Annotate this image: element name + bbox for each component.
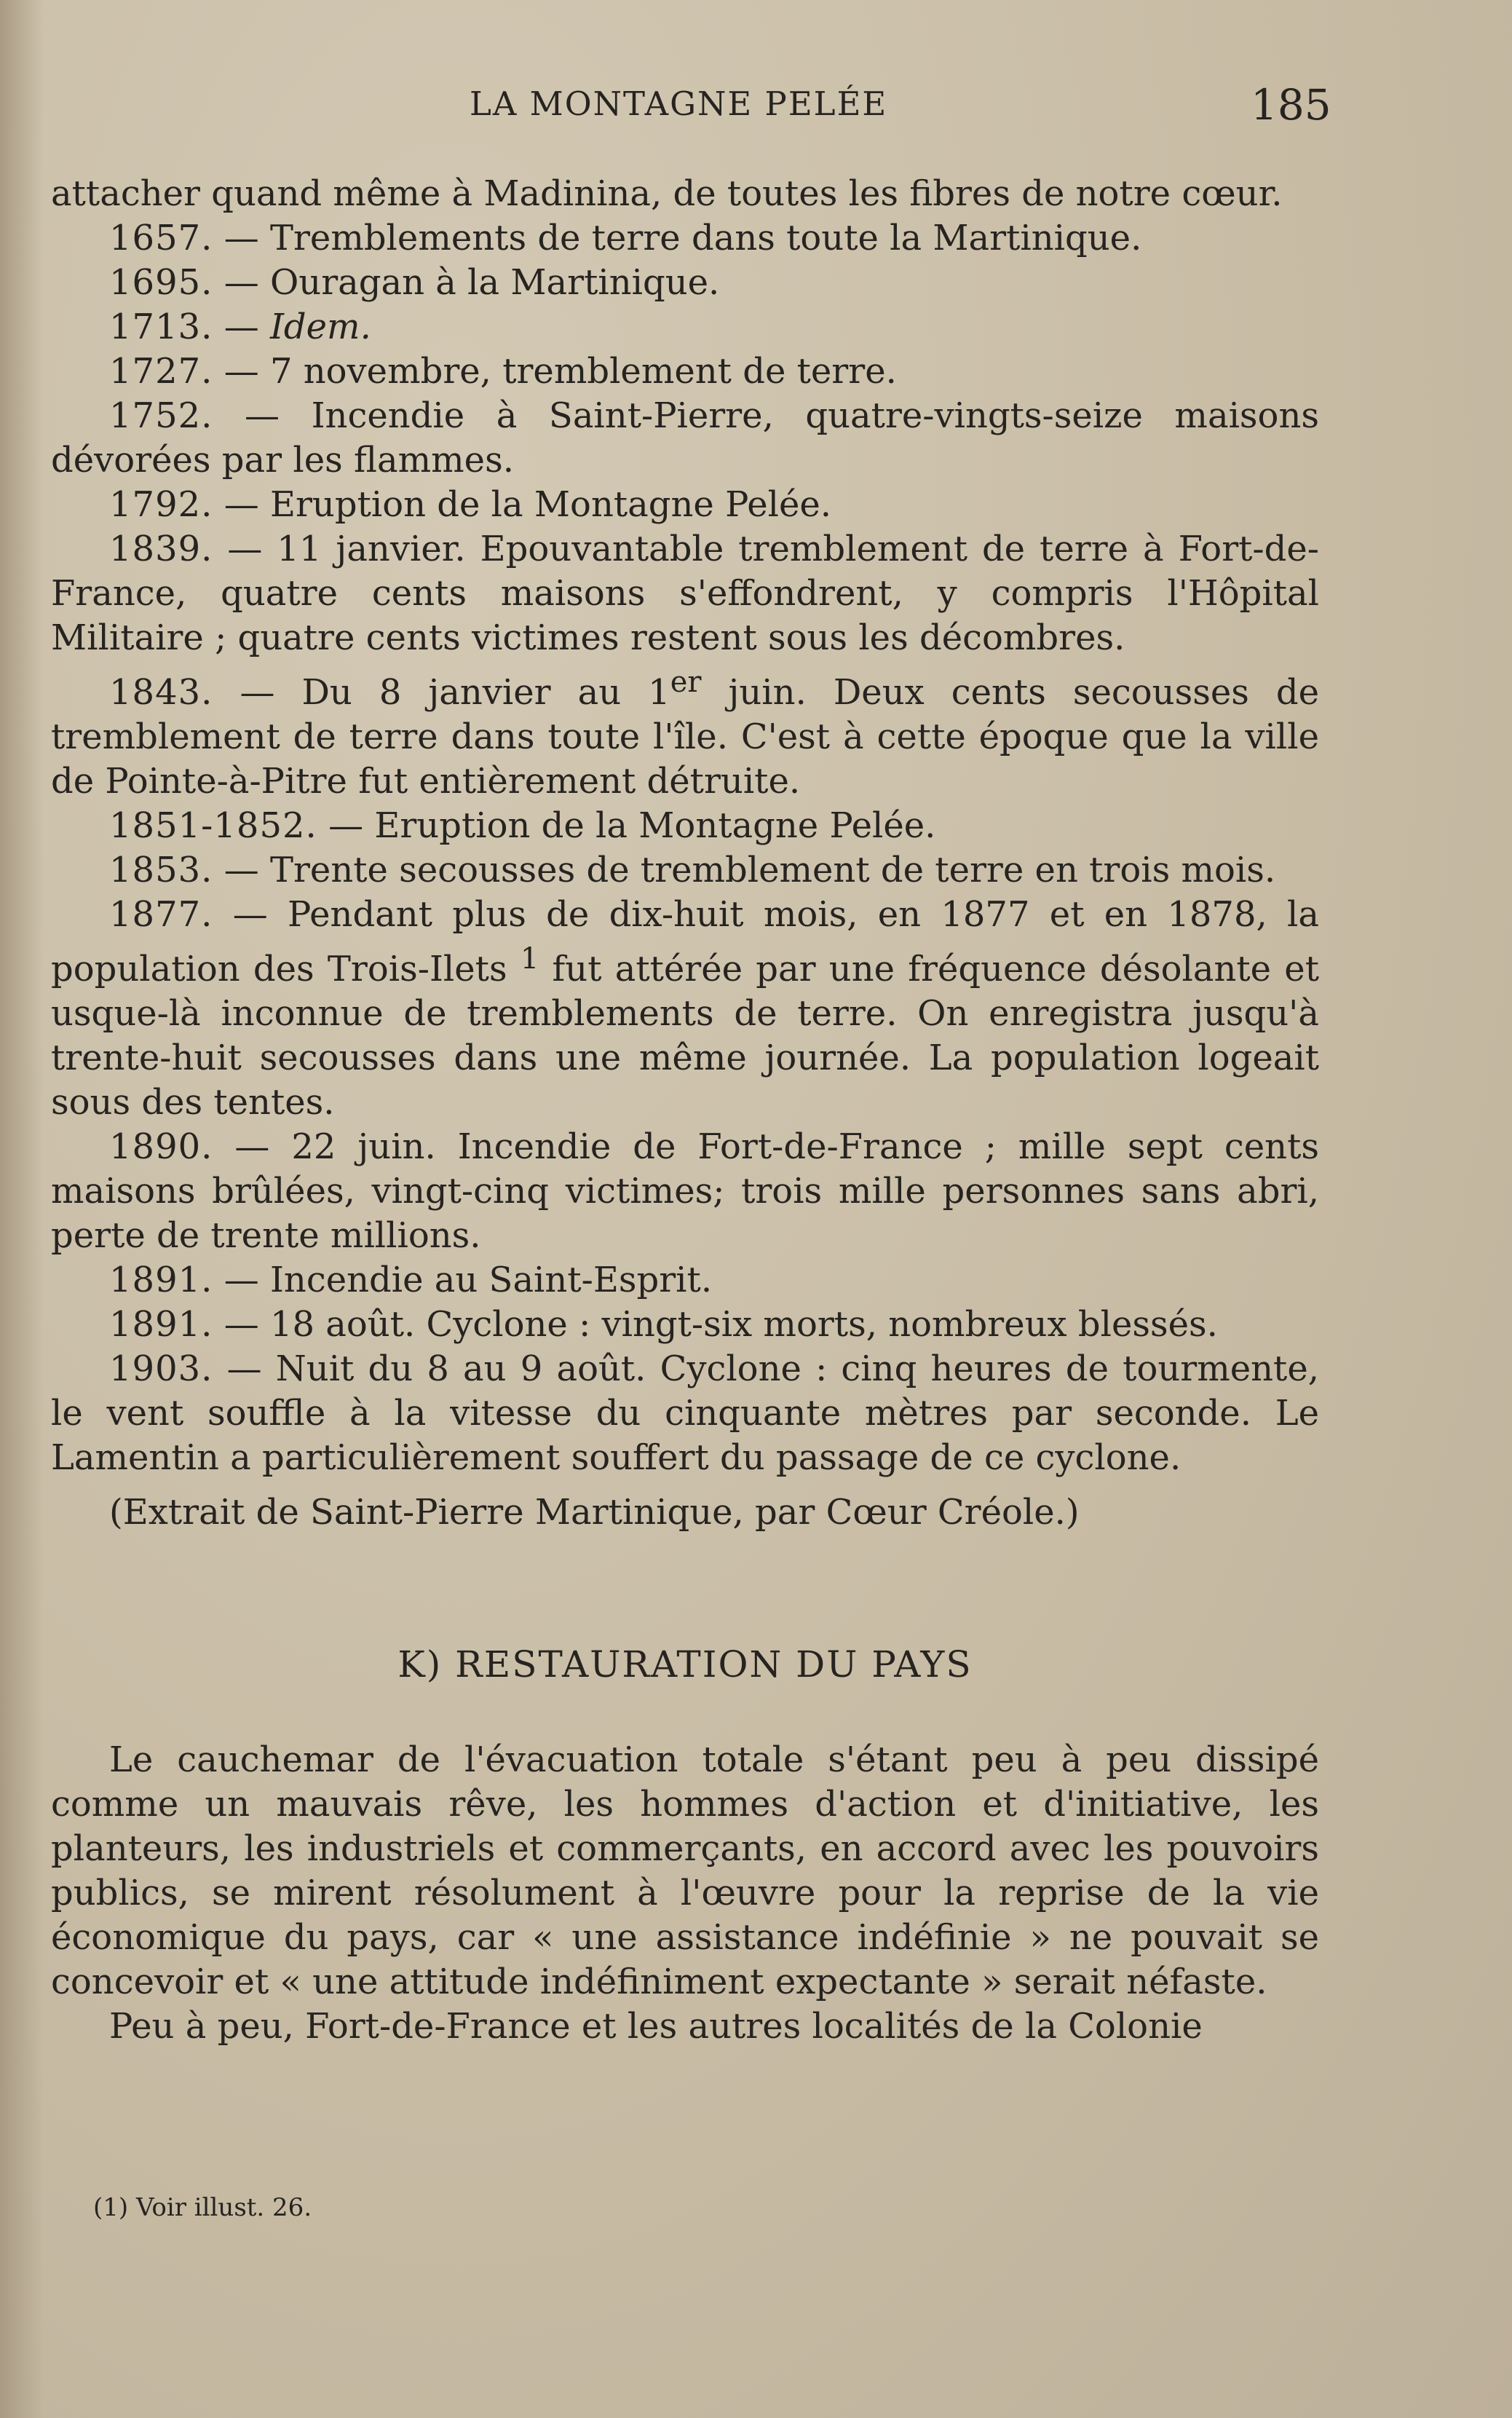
entry-text: — 22 juin. Incendie de Fort-de-France ; mille sept cents maisons brûlées, vingt-cinq victimes; trois mille personnes sans abri, perte de trente millions. <box>51 1126 1319 1256</box>
entry-text: — Du 8 janvier au 1 <box>240 672 670 713</box>
body-paragraph: Le cauchemar de l'évacuation totale s'étant peu à peu dissipé comme un mauvais rêve, les hommes d'action et d'initiative, les planteurs, les industriels et commerçants, en accord avec les pouvoirs publics, se mirent résolument à l'œuvre pour la reprise de la vie économique du pays, car « une assistance indéfinie » ne pouvait se concevoir et « une attitude indéfiniment expectante » serait néfaste. <box>51 1739 1319 2002</box>
chronology-entry-1891-b <box>51 1303 1319 1347</box>
entry-text-continued: fut attérée par une fréquence désolante et usque-là inconnue de tremblements de terre. On enregistra jusqu'à trente-huit secousses dans une même journée. La population logeait sous des tentes. <box>51 949 1320 1123</box>
entry-text: — Ouragan à la Martinique. <box>223 262 720 303</box>
entry-text: — 11 janvier. Epouvantable tremblement de terre à Fort-de-France, quatre cents maisons s'effondrent, y compris l'Hôpital Militaire ; quatre cents victimes restent sous les décombres. <box>51 529 1319 658</box>
entry-text: — Eruption de la Montagne Pelée. <box>223 484 832 525</box>
chronology-entry-1839 <box>51 527 1319 660</box>
ordinal-superscript: er <box>670 665 702 699</box>
entry-text: — Tremblements de terre dans toute la Martinique. <box>223 218 1142 258</box>
chronology-entry-1727 <box>51 349 1319 394</box>
chronology-entry-1792 <box>51 483 1319 527</box>
entry-text: — 7 novembre, tremblement de terre. <box>223 351 897 392</box>
main-text <box>51 172 1319 2049</box>
chronology-entry-1903 <box>51 1347 1319 1480</box>
chronology-entry-1891-a <box>51 1258 1319 1303</box>
chronology-entry-1695 <box>51 261 1319 305</box>
entry-year: 1890. <box>109 1126 213 1167</box>
opening-paragraph: attacher quand même à Madinina, de toutes les fibres de notre cœur. <box>51 173 1283 214</box>
chronology-entry-1713 <box>51 305 1319 349</box>
footnote: (1) Voir illust. 26. <box>93 2193 312 2222</box>
chronology-entry-1877 <box>51 893 1319 1125</box>
entry-year: 1843. <box>109 672 213 713</box>
entry-year: 1853. <box>109 850 213 890</box>
source-citation: (Extrait de Saint-Pierre Martinique, par Cœur Créole.) <box>109 1492 1080 1533</box>
entry-text: — 18 août. Cyclone : vingt-six morts, nombreux blessés. <box>223 1304 1218 1345</box>
entry-year: 1657. <box>109 218 213 258</box>
body-paragraph: Peu à peu, Fort-de-France et les autres localités de la Colonie <box>109 2006 1203 2047</box>
entry-year: 1695. <box>109 262 213 303</box>
chronology-entry-1851 <box>51 804 1319 848</box>
page-number: 185 <box>1251 80 1331 130</box>
entry-year: 1839. <box>109 529 213 569</box>
entry-text: — Pendant plus de dix-huit mois, en 1877 et en 1878, la population des Trois-Ilets <box>51 894 1319 989</box>
entry-year: 1877. <box>109 894 213 935</box>
running-title: LA MONTAGNE PELÉE <box>470 84 888 123</box>
entry-text-continued: juin. Deux cents secousses de tremblement de terre dans toute l'île. C'est à cette époque que la ville de Pointe-à-Pitre fut entièrement détruite. <box>51 672 1320 802</box>
footnote-marker: 1 <box>520 942 539 976</box>
entry-year: 1792. <box>109 484 213 525</box>
entry-year: 1851-1852. <box>109 805 317 846</box>
entry-year: 1727. <box>109 351 213 392</box>
chronology-entry-1853 <box>51 848 1319 893</box>
entry-year: 1752. <box>109 395 213 436</box>
section-heading: K) RESTAURATION DU PAYS <box>397 1643 973 1686</box>
entry-text: — Trente secousses de tremblement de terre en trois mois. <box>223 850 1276 890</box>
entry-year: 1891. <box>109 1304 213 1345</box>
chronology-entry-1890 <box>51 1125 1319 1258</box>
entry-dash: — <box>223 307 259 347</box>
page-edge-shadow <box>0 0 44 2418</box>
entry-text: — Nuit du 8 au 9 août. Cyclone : cinq heures de tourmente, le vent souffle à la vitesse du cinquante mètres par seconde. Le Lamentin a particulièrement souffert du passage de ce cyclone. <box>51 1348 1320 1478</box>
entry-year: 1713. <box>109 307 213 347</box>
chronology-entry-1843 <box>51 660 1319 804</box>
entry-text: — Eruption de la Montagne Pelée. <box>328 805 936 846</box>
running-header <box>0 80 1512 131</box>
chronology-entry-1752 <box>51 394 1319 483</box>
chronology-entry-1657 <box>51 216 1319 261</box>
entry-year: 1903. <box>109 1348 213 1389</box>
entry-text: — Incendie à Saint-Pierre, quatre-vingts-seize maisons dévorées par les flammes. <box>51 395 1319 481</box>
entry-idem: Idem. <box>269 307 371 347</box>
entry-text: — Incendie au Saint-Esprit. <box>223 1260 713 1300</box>
entry-year: 1891. <box>109 1260 213 1300</box>
